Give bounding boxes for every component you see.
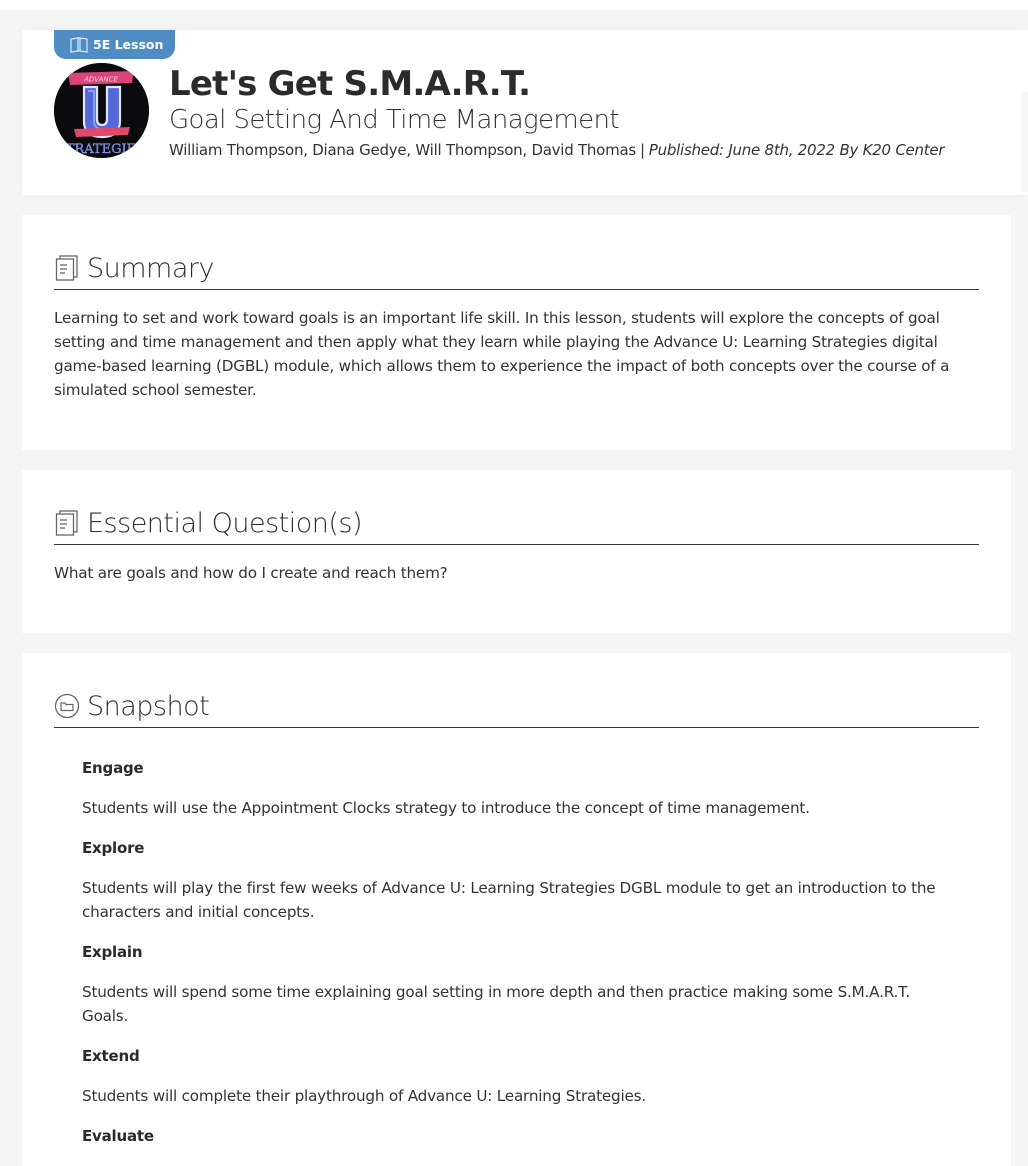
snapshot-item-explain	[82, 940, 941, 1028]
phase-label: Extend	[82, 1047, 140, 1065]
snapshot-list	[82, 756, 941, 1164]
phase-label: Engage	[82, 759, 144, 777]
book-open-icon	[70, 37, 88, 53]
snapshot-item-extend	[82, 1044, 941, 1108]
side-panel-edge	[1021, 92, 1028, 192]
snapshot-item-engage	[82, 756, 941, 820]
snapshot-item-evaluate	[82, 1124, 941, 1148]
snapshot-title: Snapshot	[87, 691, 210, 722]
lesson-subtitle: Goal Setting And Time Management	[169, 105, 620, 135]
snapshot-heading	[54, 684, 979, 728]
badge-label: 5E Lesson	[93, 37, 164, 52]
phase-label: Explain	[82, 943, 143, 961]
essential-questions-title: Essential Question(s)	[87, 508, 363, 539]
summary-text: Learning to set and work toward goals is an important life skill. In this lesson, students will explore the concepts of goal setting and time management and then apply what they learn while playing the Advance U: Learning Strategies digital game-based learning (DGBL) module, which allows them to experience the impact of both concepts over the course of a simulated school semester.	[54, 309, 950, 399]
phase-label: Explore	[82, 839, 145, 857]
byline	[169, 139, 944, 161]
phase-description: Students will play the first few weeks of Advance U: Learning Strategies DGBL module to get an introduction to the characters and initial concepts.	[82, 879, 936, 921]
byline-separator: |	[639, 141, 645, 159]
summary-section	[22, 215, 1011, 450]
advance-u-logo-icon	[54, 63, 149, 158]
phase-description: Students will use the Appointment Clocks strategy to introduce the concept of time management.	[82, 799, 810, 817]
essential-questions-section	[22, 470, 1011, 633]
snapshot-section	[22, 653, 1011, 1166]
published-info: Published: June 8th, 2022 By K20 Center	[648, 141, 945, 159]
logo-bottom-text: STRATEGIES	[56, 142, 146, 157]
essential-questions-heading	[54, 501, 979, 545]
summary-title: Summary	[87, 253, 214, 284]
folder-circle-icon	[54, 693, 80, 719]
document-icon	[54, 255, 80, 281]
summary-heading	[54, 246, 979, 290]
top-bar	[0, 0, 1028, 10]
phase-description: Students will complete their playthrough of Advance U: Learning Strategies.	[82, 1087, 646, 1105]
lesson-logo	[54, 63, 149, 158]
document-icon	[54, 510, 80, 536]
authors: William Thompson, Diana Gedye, Will Thompson, David Thomas	[169, 141, 636, 159]
lesson-title: Let's Get S.M.A.R.T.	[169, 64, 531, 104]
phase-description: Students will spend some time explaining goal setting in more depth and then practice making some S.M.A.R.T. Goals.	[82, 983, 911, 1025]
phase-label: Evaluate	[82, 1127, 154, 1145]
essential-question-text: What are goals and how do I create and reach them?	[54, 564, 448, 582]
header-text	[169, 63, 944, 161]
logo-top-text: ADVANCE	[84, 75, 118, 84]
lesson-type-badge[interactable]	[54, 30, 175, 59]
lesson-header	[22, 30, 1028, 195]
snapshot-item-explore	[82, 836, 941, 924]
